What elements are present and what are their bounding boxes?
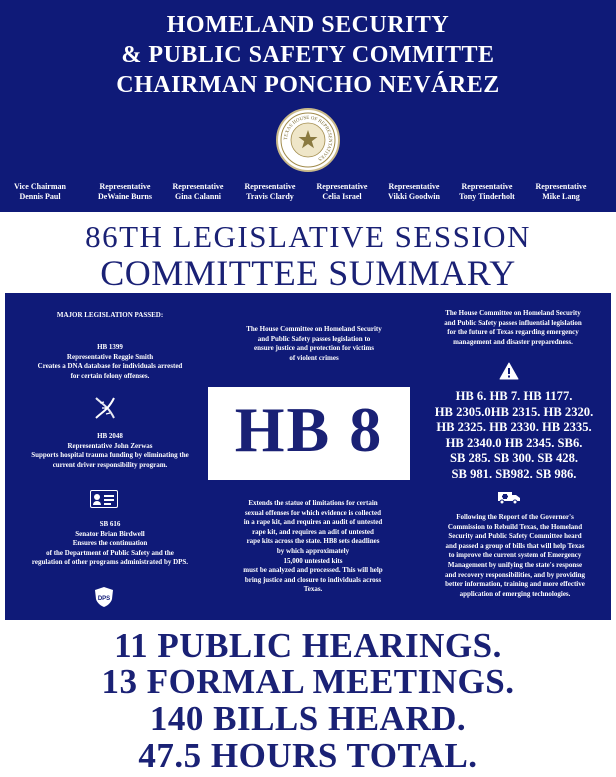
bill-author: Representative John Zerwas	[67, 441, 153, 450]
chairman-name: CHAIRMAN PONCHO NEVÁREZ	[116, 72, 500, 98]
committee-title-line-1: HOMELAND SECURITY	[166, 12, 450, 38]
description-line: must be analyzed and processed. This will help	[243, 566, 383, 575]
bill-number: SB 616	[99, 520, 121, 528]
description-line: and recovery responsibilities, and by providing	[444, 570, 586, 579]
member-vice-chairman	[2, 182, 78, 202]
description-line: Texas.	[303, 585, 323, 594]
dps-badge-icon	[93, 586, 115, 608]
member-name: Travis Clardy	[246, 192, 294, 201]
description-line: to improve the current system of Emergency	[448, 551, 582, 560]
bill-description: Ensures the continuation	[72, 539, 148, 548]
header-banner	[0, 0, 616, 212]
member-name: DeWaine Burns	[97, 192, 152, 201]
warning-icon	[499, 362, 519, 380]
hb8-intro	[225, 325, 403, 363]
id-card-icon	[90, 490, 118, 508]
bill-author: Senator Brian Birdwell	[75, 529, 145, 538]
bill-description: current driver responsibility program.	[52, 460, 168, 469]
bill-number: HB 1399	[97, 343, 123, 351]
bill-list-line: HB 2340.0 HB 2345. SB6.	[445, 435, 583, 450]
bill-entry-sb616	[15, 520, 205, 568]
member-representative	[160, 182, 236, 202]
member-name: Tony Tinderholt	[459, 192, 515, 201]
hb8-description	[215, 499, 411, 595]
member-role: Representative	[388, 182, 440, 191]
texas-house-seal-icon	[276, 108, 340, 172]
session-title: 86TH LEGISLATIVE SESSION	[85, 219, 531, 254]
description-line: rape kits across the state. HB8 sets deadlines	[246, 537, 380, 546]
emergency-description	[425, 513, 605, 599]
bill-description: of the Department of Public Safety and the	[46, 548, 174, 557]
description-line: rape kit, and requires an adit of untested	[252, 527, 374, 536]
emergency-intro	[423, 309, 603, 347]
member-role: Representative	[99, 182, 151, 191]
bill-description: Creates a DNA database for individuals arrested	[37, 362, 183, 371]
intro-line: for the future of Texas regarding emergency	[447, 328, 579, 337]
bill-author: Representative Reggie Smith	[66, 352, 154, 361]
intro-line: The House Committee on Homeland Security	[246, 325, 382, 333]
bill-entry-hb1399	[15, 343, 205, 381]
hb8-highlight-box	[208, 387, 410, 480]
member-name: Mike Lang	[542, 192, 580, 201]
member-role: Representative	[316, 182, 368, 191]
intro-line: The House Committee on Homeland Security	[445, 309, 581, 317]
summary-body	[5, 293, 611, 620]
bill-description: Supports hospital trauma funding by eliminating the	[31, 451, 189, 460]
description-line: 15,000 untested kits	[283, 556, 343, 565]
bill-list-line: HB 2305.0HB 2315. HB 2320.	[434, 404, 594, 419]
member-name: Vikki Goodwin	[388, 192, 440, 201]
description-line: Extends the statue of limitations for certain	[248, 499, 378, 507]
description-line: Commission to Rebuild Texas, the Homeland	[447, 522, 583, 531]
member-representative	[376, 182, 452, 202]
stat-bills-heard: 140 BILLS HEARD.	[149, 699, 467, 738]
bill-entry-hb2048	[15, 432, 205, 470]
summary-title: COMMITTEE SUMMARY	[100, 253, 516, 293]
ambulance-icon	[497, 489, 521, 505]
committee-title-line-2: & PUBLIC SAFETY COMMITTE	[121, 42, 495, 68]
intro-line: and Public Safety passes influential legislation	[444, 318, 582, 327]
bill-list-line: HB 6. HB 7. HB 1177.	[455, 389, 573, 403]
description-line: application of emerging technologies.	[459, 589, 571, 598]
member-role: Vice Chairman	[14, 182, 66, 191]
member-role: Representative	[172, 182, 224, 191]
member-representative	[87, 182, 163, 202]
emergency-bill-list	[420, 389, 608, 482]
member-representative	[304, 182, 380, 202]
stat-formal-meetings: 13 FORMAL MEETINGS.	[101, 662, 515, 701]
description-line: sexual offenses for which evidence is collected	[245, 508, 381, 517]
stat-hours-total: 47.5 HOURS TOTAL.	[138, 736, 478, 775]
member-name: Gina Calanni	[174, 192, 221, 201]
member-role: Representative	[244, 182, 296, 191]
member-representative	[523, 182, 599, 202]
description-line: Management by unifying the state's response	[447, 560, 583, 569]
badge-text: DPS	[97, 596, 111, 602]
dna-icon	[92, 396, 118, 420]
description-line: by which approximately	[276, 546, 350, 555]
committee-members	[0, 182, 616, 206]
bill-list-line: SB 981. SB982. SB 986.	[451, 466, 577, 481]
description-line: in a rape kit, and requires an audit of untested	[243, 518, 383, 527]
member-name: Dennis Paul	[19, 192, 61, 201]
member-role: Representative	[535, 182, 587, 191]
intro-line: and Public Safety passes legislation to	[257, 334, 371, 343]
major-legislation-label: MAJOR LEGISLATION PASSED:	[56, 311, 164, 319]
bill-description: regulation of other programs administrated by DPS.	[31, 558, 189, 567]
member-representative	[232, 182, 308, 202]
stat-public-hearings: 11 PUBLIC HEARINGS.	[114, 626, 502, 665]
description-line: bring justice and closure to individuals across	[244, 575, 382, 584]
member-name: Celia Israel	[322, 192, 362, 201]
bill-list-line: HB 2325. HB 2330. HB 2335.	[436, 420, 592, 434]
description-line: Security and Public Safety Committee heard	[448, 532, 582, 541]
intro-line: of violent crimes	[289, 353, 339, 362]
seal-text: TEXAS HOUSE OF REPRESENTATIVES	[283, 115, 333, 162]
intro-line: management and disaster preparedness.	[453, 337, 573, 346]
bill-list-line: SB 285. SB 300. SB 428.	[449, 451, 579, 465]
description-line: Following the Report of the Governor's	[456, 513, 574, 521]
member-representative	[449, 182, 525, 202]
description-line: and passed a group of bills that will help Texas	[445, 541, 585, 550]
intro-line: ensure justice and protection for victims	[254, 344, 374, 353]
hb8-title: HB 8	[234, 394, 384, 465]
member-role: Representative	[461, 182, 513, 191]
bill-number: HB 2048	[97, 432, 123, 440]
description-line: better information, training and more effective	[445, 580, 585, 589]
bill-description: for certain felony offenses.	[70, 371, 150, 380]
